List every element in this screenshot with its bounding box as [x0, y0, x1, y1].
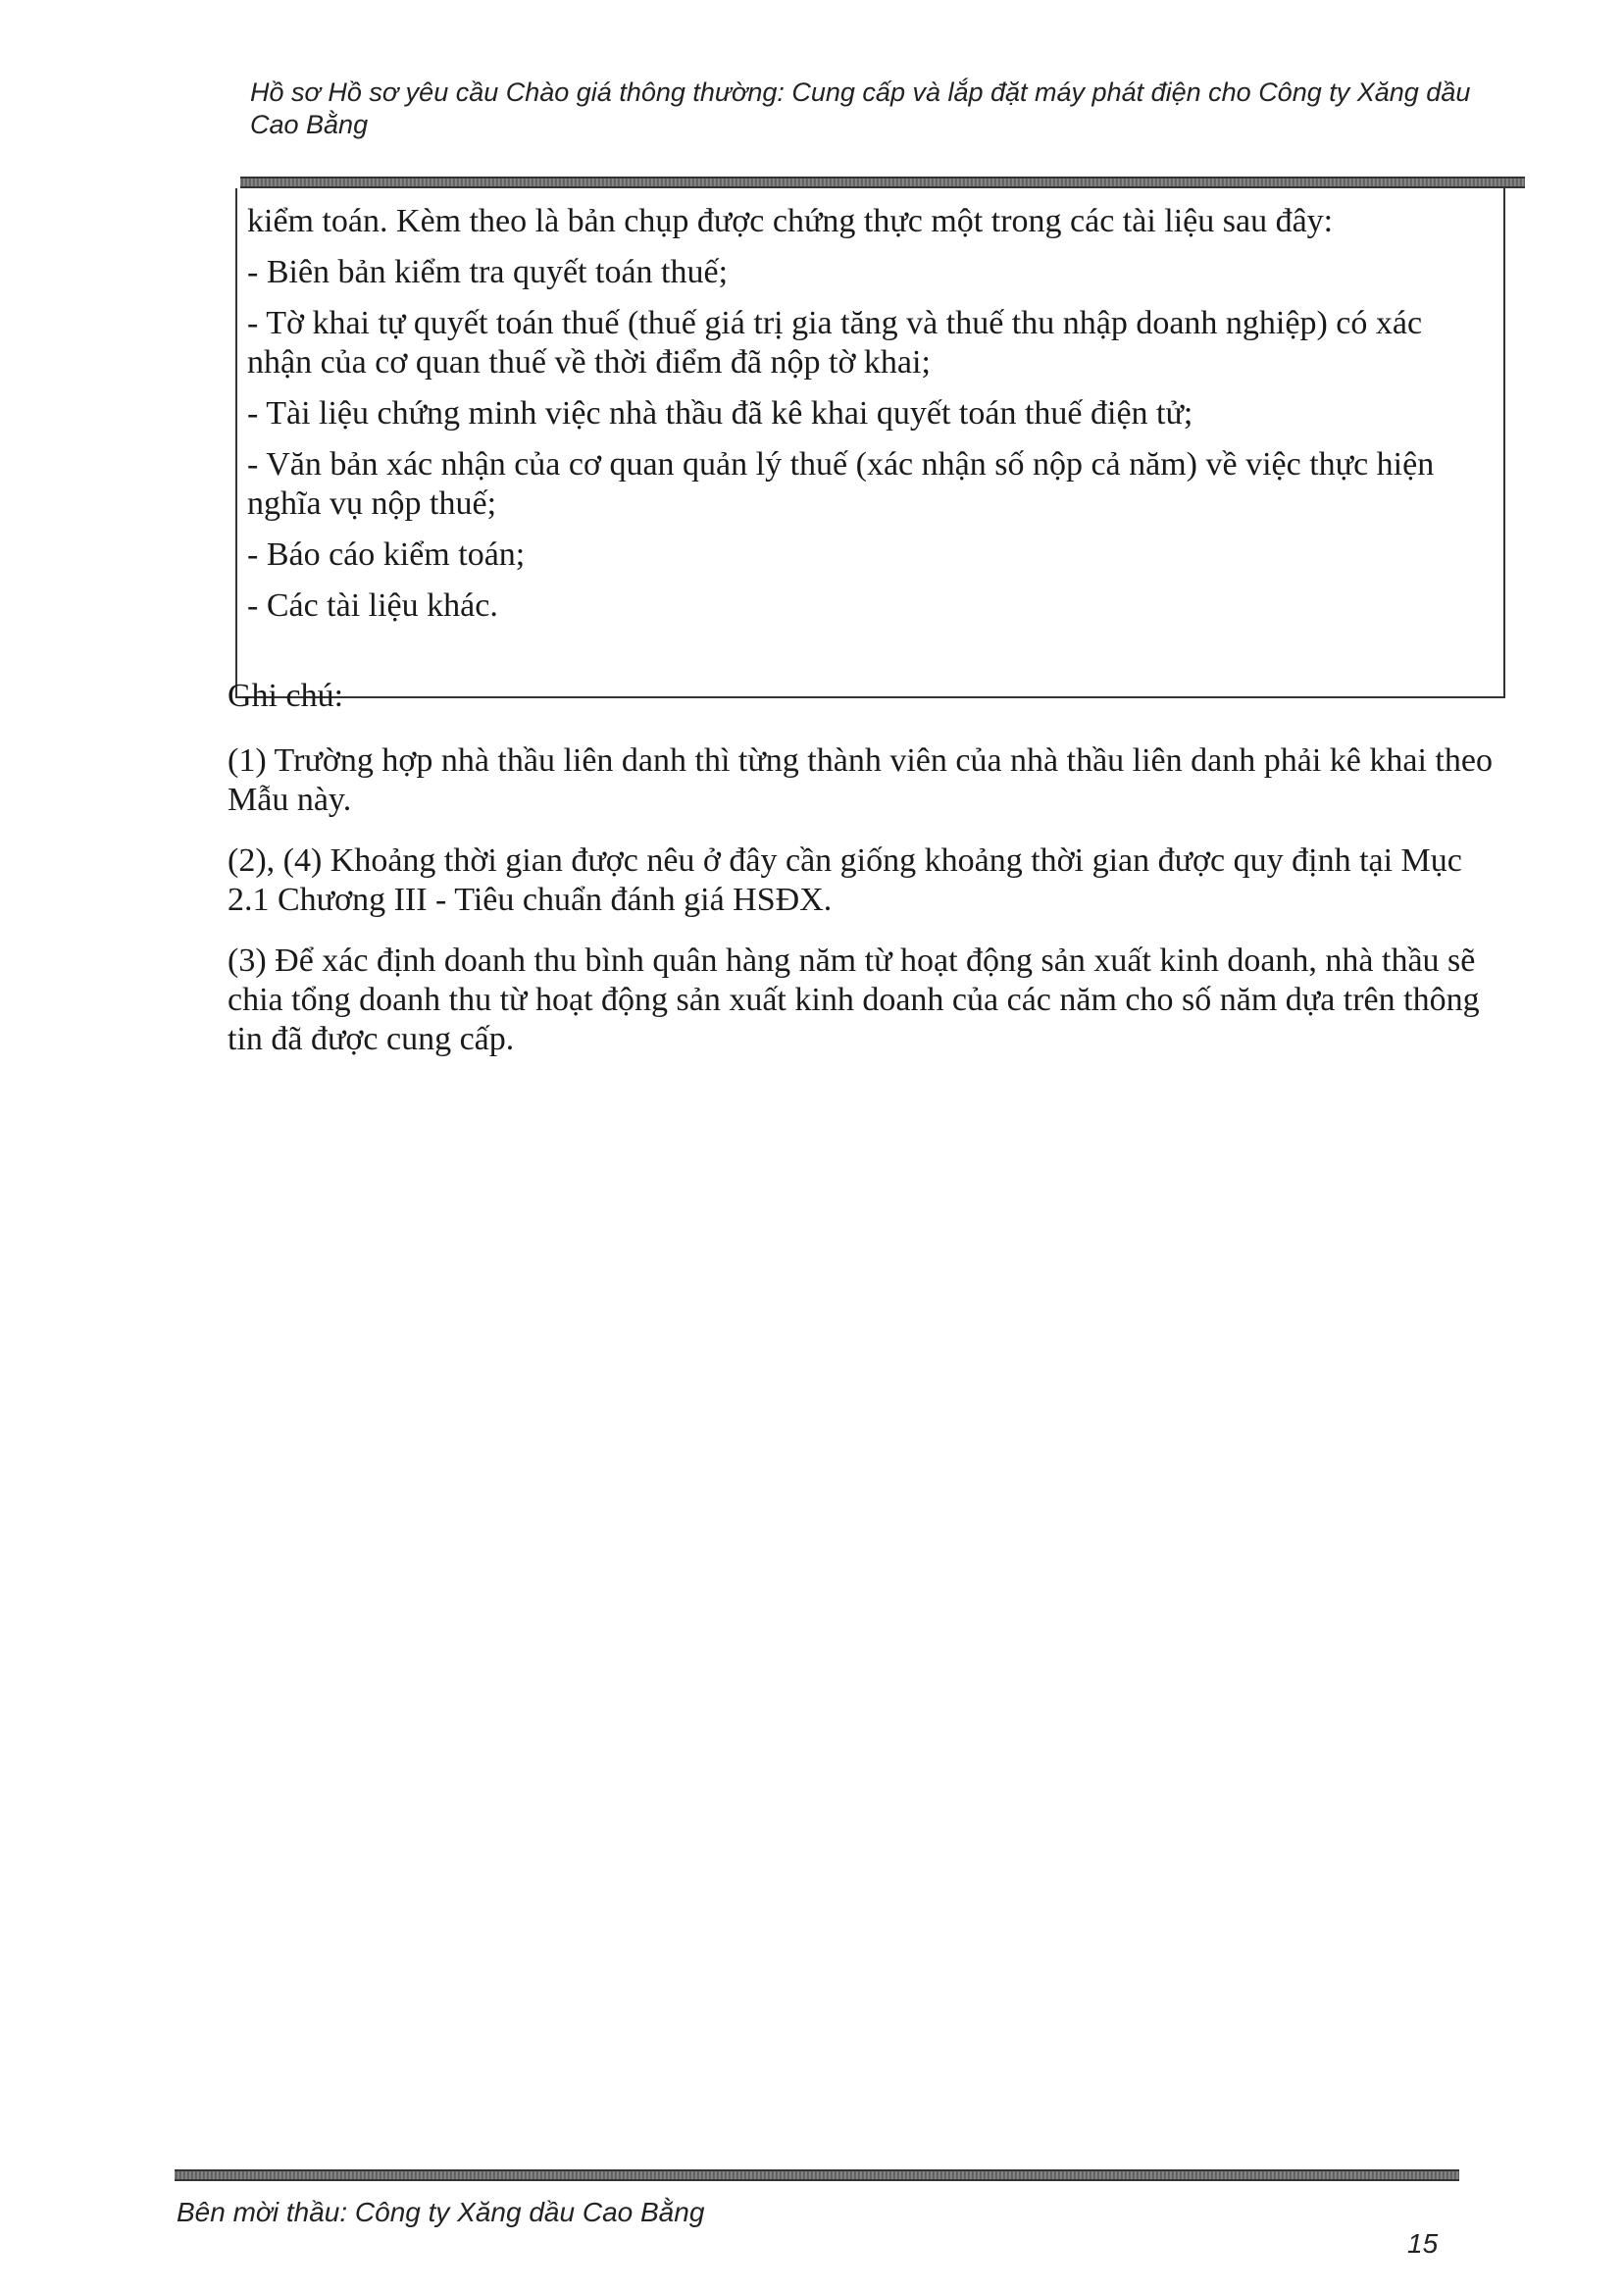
page-number: 15 — [1407, 2228, 1439, 2259]
notes-title: Ghi chú: — [228, 678, 344, 714]
note-item: (1) Trường hợp nhà thầu liên danh thì từng thành viên của nhà thầu liên danh phải kê khai theo Mẫu này. — [228, 742, 1493, 818]
box-line: - Biên bản kiểm tra quyết toán thuế; — [247, 254, 729, 290]
box-line: - Văn bản xác nhận của cơ quan quản lý thuế (xác nhận số nộp cả năm) về việc thực hiện nghĩa vụ nộp thuế; — [247, 446, 1435, 522]
box-line: kiểm toán. Kèm theo là bản chụp được chứng thực một trong các tài liệu sau đây: — [247, 203, 1334, 239]
note-item: (3) Để xác định doanh thu bình quân hàng năm từ hoạt động sản xuất kinh doanh, nhà thầu sẽ chia tổng doanh thu từ hoạt động sản xuất kinh doanh của các năm cho số năm dựa trên thông tin đã được cung cấp. — [228, 942, 1480, 1057]
page-header: Hồ sơ Hồ sơ yêu cầu Chào giá thông thường: Cung cấp và lắp đặt máy phát điện cho Công ty Xăng dầu Cao Bằng — [250, 77, 1471, 139]
note-item: (2), (4) Khoảng thời gian được nêu ở đây cần giống khoảng thời gian được quy định tại Mục 2.1 Chương III - Tiêu chuẩn đánh giá HSĐX. — [228, 842, 1462, 918]
footer-rule — [175, 2169, 1459, 2181]
notes-section — [228, 677, 1497, 1081]
box-line: - Tài liệu chứng minh việc nhà thầu đã kê khai quyết toán thuế điện tử; — [247, 395, 1193, 432]
box-line: - Các tài liệu khác. — [247, 587, 498, 624]
header-rule — [240, 177, 1525, 188]
box-line: - Tờ khai tự quyết toán thuế (thuế giá trị gia tăng và thuế thu nhập doanh nghiệp) có xác nhận của cơ quan thuế về thời điểm đã nộp tờ khai; — [247, 305, 1423, 381]
page-footer: Bên mời thầu: Công ty Xăng dầu Cao Bằng — [177, 2197, 705, 2227]
box-line: - Báo cáo kiểm toán; — [247, 536, 526, 573]
requirements-box — [235, 188, 1505, 698]
